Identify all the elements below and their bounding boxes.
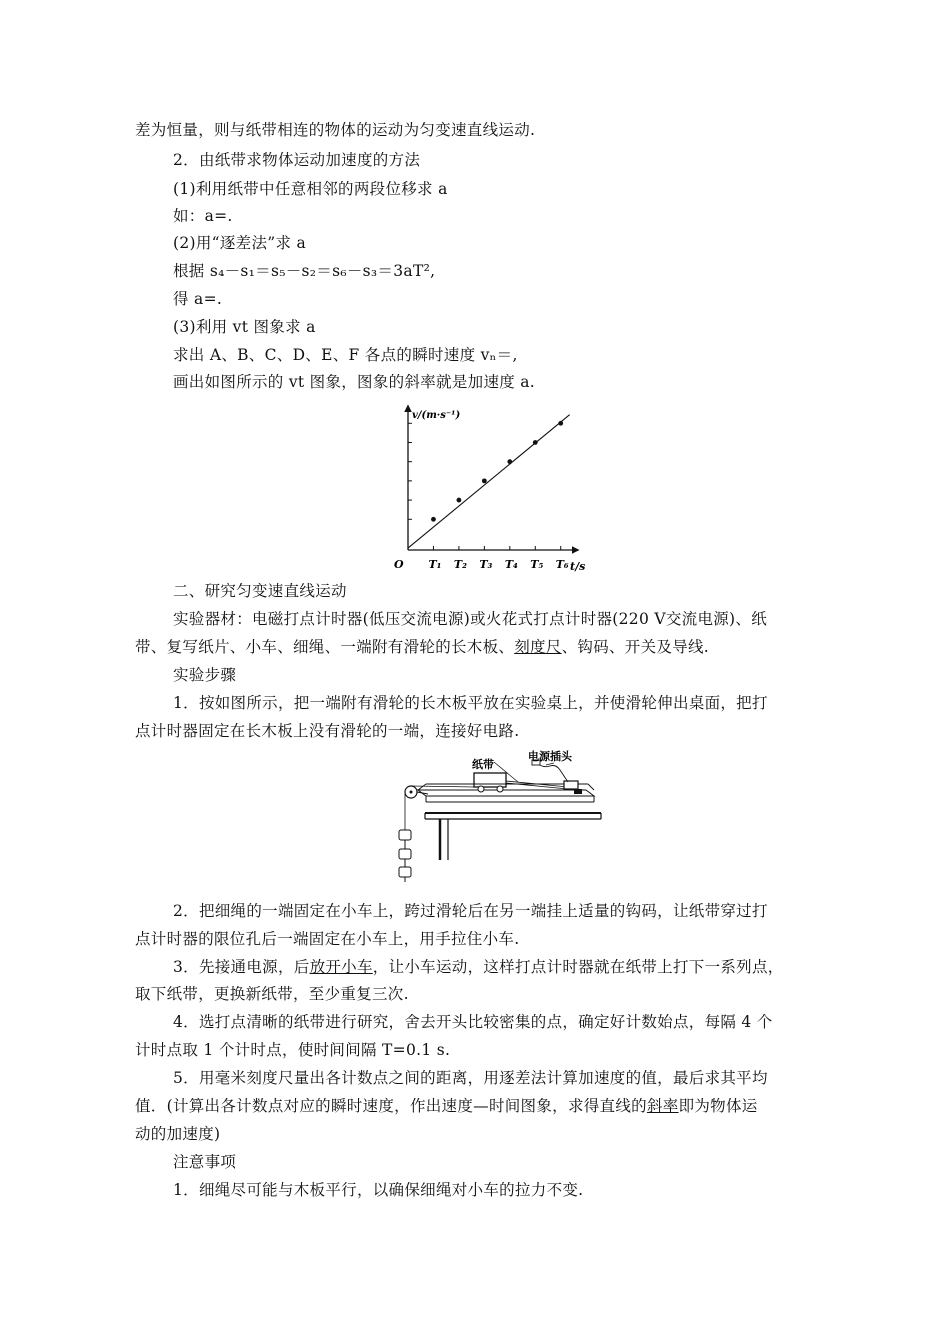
y-axis-label: v/(m·s⁻¹)	[412, 410, 461, 421]
text-line: 4．选打点清晰的纸带进行研究，舍去开头比较密集的点，确定好计数始点，每隔 4 个	[173, 1013, 773, 1031]
text-line: 3．先接通电源，后放开小车，让小车运动，这样打点计时器就在纸带上打下一系列点，	[173, 958, 784, 976]
x-tick-label: T₂	[453, 558, 467, 571]
text-line: 实验步骤	[173, 666, 237, 684]
data-point	[457, 498, 462, 503]
text-line: (3)利用 vt 图象求 a	[173, 318, 316, 336]
label-power-plug: 电源插头	[528, 750, 572, 763]
text-line: 如：a=.	[173, 207, 233, 225]
x-tick-label: T₆	[555, 558, 569, 571]
text-line: 求出 A、B、C、D、E、F 各点的瞬时速度 vₙ＝,	[173, 346, 518, 364]
underlined-term: 斜率	[646, 1097, 679, 1115]
x-tick-label: T₃	[479, 558, 493, 571]
label-paper-tape: 纸带	[472, 758, 494, 771]
text-line: 实验器材：电磁打点计时器(低压交流电源)或火花式打点计时器(220 V交流电源)、纸	[173, 610, 767, 628]
data-point	[558, 421, 563, 426]
x-axis-label: t/s	[570, 560, 586, 573]
text-line: 取下纸带，更换新纸带，至少重复三次.	[135, 985, 409, 1003]
fit-line	[408, 415, 570, 548]
text-line: 5．用毫米刻度尺量出各计数点之间的距离，用逐差法计算加速度的值，最后求其平均	[173, 1069, 768, 1087]
text-line: 点计时器的限位孔后一端固定在小车上，用手拉住小车.	[135, 930, 520, 948]
origin-label: O	[394, 558, 404, 571]
text-line: 根据 s₄－s₁＝s₅－s₂＝s₆－s₃＝3aT²,	[173, 262, 436, 280]
text-line: 2．由纸带求物体运动加速度的方法	[173, 151, 421, 169]
data-point	[431, 517, 436, 522]
text-line: 带、复写纸片、小车、细绳、一端附有滑轮的长木板、刻度尺、钩码、开关及导线.	[135, 638, 710, 656]
section-heading: 二、研究匀变速直线运动	[173, 582, 347, 600]
vt-graph	[380, 398, 590, 574]
x-tick-label: T₄	[504, 558, 518, 571]
data-point	[507, 459, 512, 464]
text-line: 得 a=.	[173, 290, 223, 308]
text-line: 2．把细绳的一端固定在小车上，跨过滑轮后在另一端挂上适量的钩码，让纸带穿过打	[173, 902, 768, 920]
text-line: 值．(计算出各计数点对应的瞬时速度，作出速度—时间图象，求得直线的斜率即为物体运	[135, 1097, 758, 1115]
text-line: (2)用“逐差法”求 a	[173, 234, 307, 252]
text-line: 点计时器固定在长木板上没有滑轮的一端，连接好电路.	[135, 722, 520, 740]
apparatus-figure	[388, 750, 603, 888]
text-line: 1．细绳尽可能与木板平行，以确保细绳对小车的拉力不变.	[173, 1181, 584, 1199]
data-point	[482, 478, 487, 483]
text-line: 动的加速度)	[135, 1125, 221, 1143]
x-tick-label: T₅	[530, 558, 544, 571]
text-line: (1)利用纸带中任意相邻的两段位移求 a	[173, 180, 448, 198]
text-line: 计时点取 1 个计时点，使时间间隔 T=0.1 s.	[135, 1041, 451, 1059]
text-line: 画出如图所示的 vt 图象，图象的斜率就是加速度 a.	[173, 373, 536, 391]
section-heading: 注意事项	[173, 1153, 237, 1171]
x-tick-label: T₁	[428, 558, 442, 571]
text-line: 1．按如图所示，把一端附有滑轮的长木板平放在实验桌上，并使滑轮伸出桌面，把打	[173, 694, 768, 712]
underlined-term: 放开小车	[309, 958, 373, 976]
underlined-term: 刻度尺	[514, 638, 562, 656]
data-point	[533, 440, 538, 445]
text-line: 差为恒量，则与纸带相连的物体的运动为匀变速直线运动.	[135, 121, 536, 139]
